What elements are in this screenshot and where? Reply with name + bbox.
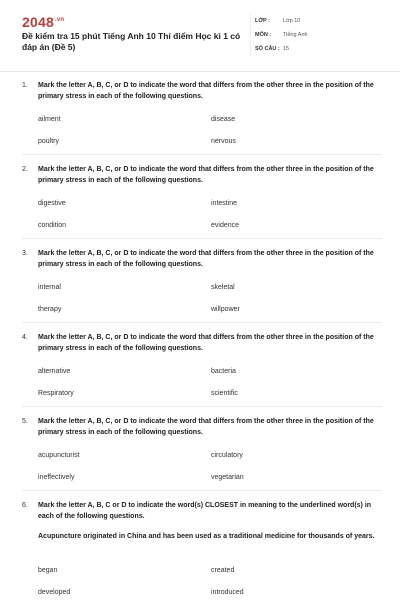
question-number: 3.	[22, 250, 28, 257]
question-number: 5.	[22, 418, 28, 425]
option-b[interactable]: created	[211, 567, 235, 574]
option-d[interactable]: evidence	[211, 222, 240, 229]
option-a[interactable]: digestive	[38, 200, 66, 207]
meta-subject-label: MÔN :	[255, 32, 272, 38]
option-a[interactable]: acupuncturist	[38, 452, 80, 459]
question-text: Mark the letter A, B, C, or D to indicate the word that differs from the other three in the position of the primary stress in each of the following questions.	[38, 334, 374, 352]
logo-text: 2048	[22, 14, 54, 30]
option-a[interactable]: alternative	[38, 368, 71, 375]
option-b[interactable]: disease	[211, 116, 236, 123]
option-c[interactable]: condition	[38, 222, 67, 229]
meta-subject-value: Tiếng Anh	[283, 32, 308, 38]
question-text: Mark the letter A, B, C, or D to indicate the word that differs from the other three in the position of the primary stress in each of the following questions.	[38, 166, 374, 184]
option-a[interactable]: began	[38, 567, 58, 574]
meta-count-value: 15	[283, 46, 290, 52]
option-d[interactable]: willpower	[211, 306, 240, 313]
question-number: 1.	[22, 82, 28, 89]
divider	[22, 154, 382, 155]
meta-count	[251, 42, 382, 56]
meta-class	[251, 14, 382, 28]
question-text: Mark the letter A, B, C, or D to indicate the word that differs from the other three in the position of the primary stress in each of the following questions.	[38, 418, 374, 436]
meta-count-label: SỐ CÂU :	[255, 46, 280, 52]
exam-meta	[250, 14, 382, 56]
option-b[interactable]: circulatory	[211, 452, 243, 459]
option-d[interactable]: nervous	[211, 138, 236, 145]
question-text: Mark the letter A, B, C or D to indicate the word(s) CLOSEST in meaning to the underlined word(s) in each of the following questions.	[38, 502, 372, 520]
option-c[interactable]: ineffectively	[38, 474, 75, 481]
option-b[interactable]: intestine	[211, 200, 238, 207]
question-text: Mark the letter A, B, C, or D to indicate the word that differs from the other three in the position of the primary stress in each of the following questions.	[38, 82, 374, 100]
option-c[interactable]: developed	[38, 589, 71, 596]
option-d[interactable]: introduced	[211, 589, 244, 596]
option-a[interactable]: internal	[38, 284, 61, 291]
meta-subject	[251, 28, 382, 42]
site-logo[interactable]	[22, 14, 64, 30]
meta-class-value: Lớp 10	[283, 18, 301, 24]
question-number: 4.	[22, 334, 28, 341]
option-c[interactable]: Respiratory	[38, 390, 74, 397]
page-header	[0, 0, 400, 72]
option-a[interactable]: ailment	[38, 116, 61, 123]
page-title: Đề kiểm tra 15 phút Tiếng Anh 10 Thí điểm Học kì 1 có đáp án (Đề 5)	[22, 31, 241, 52]
question-text: Mark the letter A, B, C, or D to indicate the word that differs from the other three in the position of the primary stress in each of the following questions.	[38, 250, 374, 268]
question-passage: Acupuncture originated in China and has been used as a traditional medicine for thousands of years.	[38, 533, 375, 540]
question-number: 6.	[22, 502, 28, 509]
divider	[22, 406, 382, 407]
option-b[interactable]: skeletal	[211, 284, 235, 291]
divider	[22, 490, 382, 491]
divider	[22, 322, 382, 323]
option-c[interactable]: therapy	[38, 306, 62, 313]
divider	[22, 238, 382, 239]
logo-suffix: .vn	[54, 17, 65, 24]
option-d[interactable]: vegetarian	[211, 474, 244, 481]
option-c[interactable]: poultry	[38, 138, 60, 145]
question-number: 2.	[22, 166, 28, 173]
meta-class-label: LỚP :	[255, 18, 270, 24]
option-d[interactable]: scientific	[211, 390, 238, 397]
option-b[interactable]: bacteria	[211, 368, 236, 375]
